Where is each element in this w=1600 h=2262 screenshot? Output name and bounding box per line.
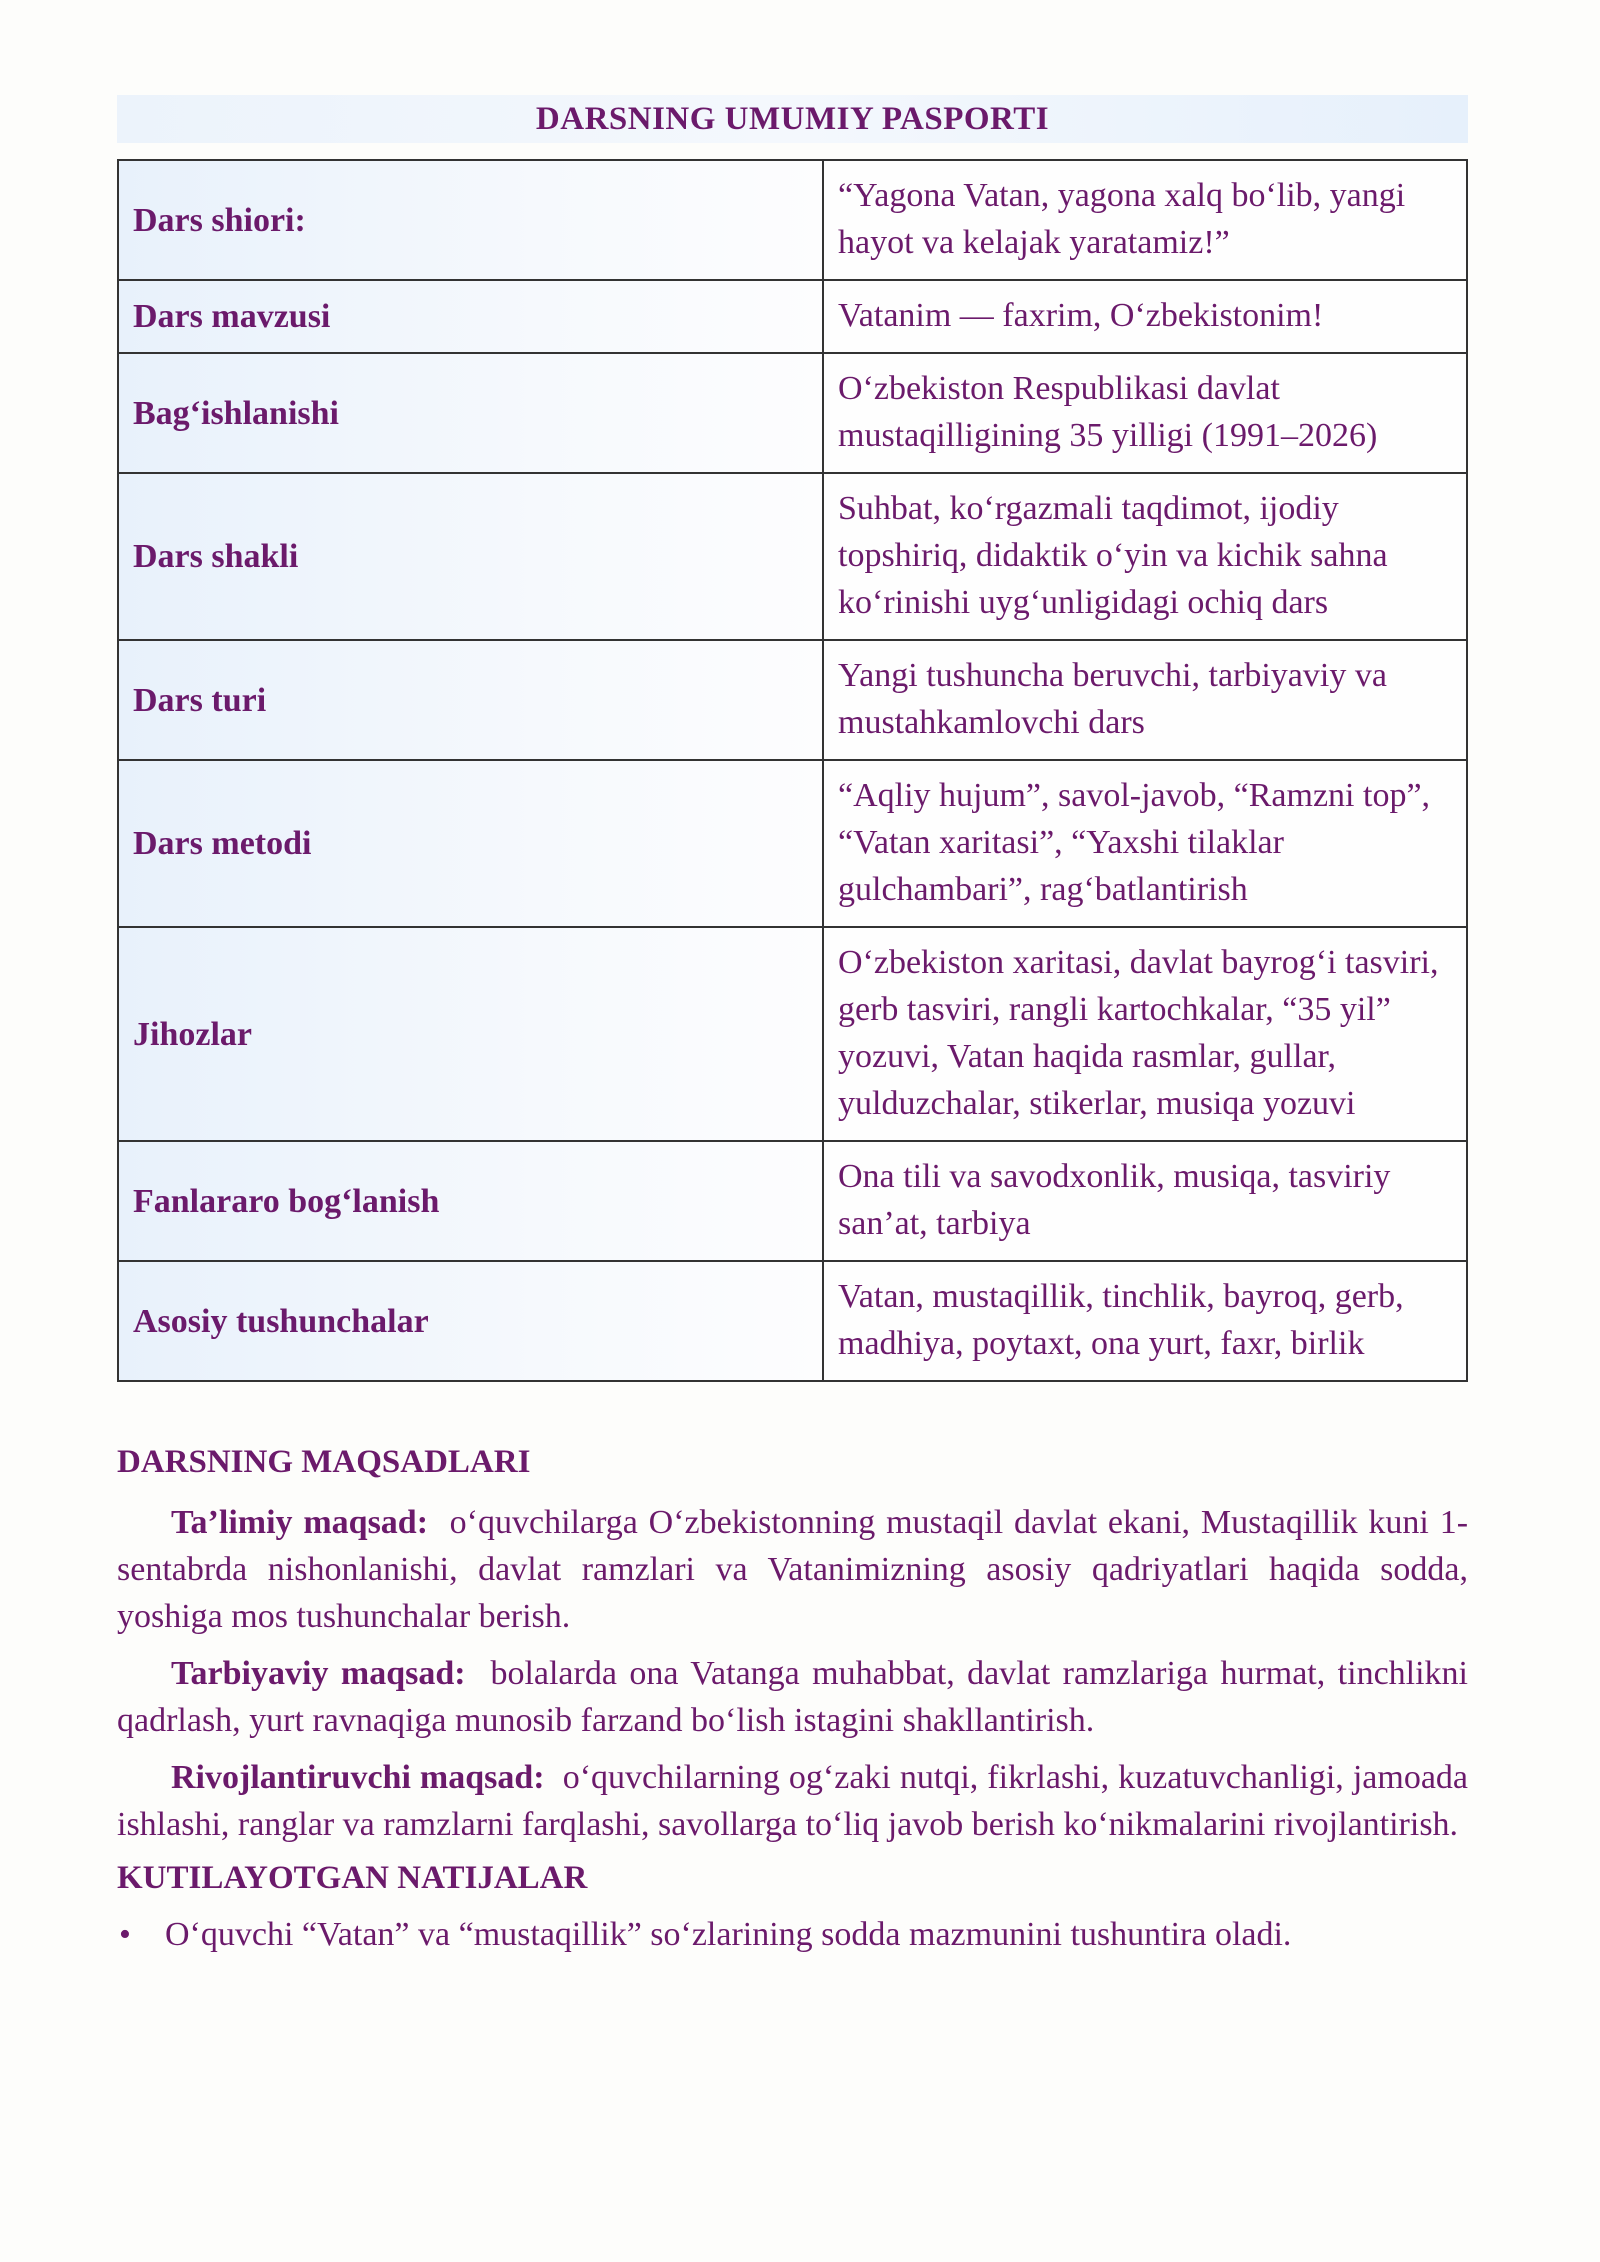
table-row <box>118 1261 1467 1381</box>
passport-table <box>117 159 1468 1382</box>
row-value: Yangi tushuncha beruvchi, tarbiyaviy va mustahkamlovchi dars <box>823 640 1467 760</box>
row-label: Jihozlar <box>118 927 823 1141</box>
row-label: Fanlararo bog‘lanish <box>118 1141 823 1261</box>
table-row <box>118 473 1467 640</box>
table-row <box>118 760 1467 927</box>
row-value: Vatan, mustaqillik, tinchlik, bayroq, gerb, madhiya, poytaxt, ona yurt, faxr, birlik <box>823 1261 1467 1381</box>
row-value: O‘zbekiston Respublikasi davlat mustaqilligining 35 yilligi (1991–2026) <box>823 353 1467 473</box>
row-label: Dars shakli <box>118 473 823 640</box>
goal-text: bolalarda ona Vatanga muhabbat, davlat ramzlariga hurmat, tinchlikni qadrlash, yurt ravnaqiga munosib farzand bo‘lish istagini shakllantirish. <box>117 1655 1469 1739</box>
goal-text: o‘quvchilarning og‘zaki nutqi, fikrlashi, kuzatuvchanligi, jamoada ishlashi, ranglar va ramzlarni farqlashi, savollarga to‘liq javob berish ko‘nikmalarini rivojlantirish. <box>117 1759 1468 1843</box>
goal-lead: Rivojlantiruvchi maqsad: <box>171 1759 545 1796</box>
result-text: O‘quvchi “Vatan” va “mustaqillik” so‘zlarining sodda mazmunini tushuntira oladi. <box>165 1916 1292 1953</box>
table-row <box>118 640 1467 760</box>
goal-paragraph <box>117 1499 1468 1640</box>
goal-lead: Tarbiyaviy maqsad: <box>171 1655 466 1692</box>
table-row <box>118 927 1467 1141</box>
goal-paragraph <box>117 1650 1468 1744</box>
row-value: Vatanim — faxrim, O‘zbekistonim! <box>823 280 1467 353</box>
page-title: DARSNING UMUMIY PASPORTI <box>535 100 1050 137</box>
goal-paragraph <box>117 1754 1468 1848</box>
table-row <box>118 1141 1467 1261</box>
row-value: Suhbat, ko‘rgazmali taqdimot, ijodiy topshiriq, didaktik o‘yin va kichik sahna ko‘rinishi uyg‘unligidagi ochiq dars <box>823 473 1467 640</box>
table-row <box>118 280 1467 353</box>
list-item <box>117 1911 1468 1958</box>
row-label: Dars shiori: <box>118 160 823 280</box>
row-label: Dars turi <box>118 640 823 760</box>
goal-text: o‘quvchilarga O‘zbekistonning mustaqil davlat ekani, Mustaqillik kuni 1-sentabrda nishonlanishi, davlat ramzlari va Vatanimizning asosiy qadriyatlari haqida sodda, yoshiga mos tushunchalar berish. <box>117 1504 1469 1635</box>
row-label: Dars mavzusi <box>118 280 823 353</box>
bullet-icon: • <box>119 1916 131 1953</box>
table-row <box>118 160 1467 280</box>
row-label: Dars metodi <box>118 760 823 927</box>
table-row <box>118 353 1467 473</box>
goal-lead: Ta’limiy maqsad: <box>171 1504 429 1541</box>
row-label: Asosiy tushunchalar <box>118 1261 823 1381</box>
row-value: Ona tili va savodxonlik, musiqa, tasviriy san’at, tarbiya <box>823 1141 1467 1261</box>
results-heading: KUTILAYOTGAN NATIJALAR <box>117 1860 588 1896</box>
title-band <box>117 95 1468 143</box>
row-value: O‘zbekiston xaritasi, davlat bayrog‘i tasviri, gerb tasviri, rangli kartochkalar, “35 yil” yozuvi, Vatan haqida rasmlar, gullar, yulduzchalar, stikerlar, musiqa yozuvi <box>823 927 1467 1141</box>
goals-heading: DARSNING MAQSADLARI <box>117 1444 531 1480</box>
row-label: Bag‘ishlanishi <box>118 353 823 473</box>
row-value: “Yagona Vatan, yagona xalq bo‘lib, yangi hayot va kelajak yaratamiz!” <box>823 160 1467 280</box>
results-list <box>117 1911 1468 1958</box>
row-value: “Aqliy hujum”, savol-javob, “Ramzni top”, “Vatan xaritasi”, “Yaxshi tilaklar gulchambari”, rag‘batlantirish <box>823 760 1467 927</box>
